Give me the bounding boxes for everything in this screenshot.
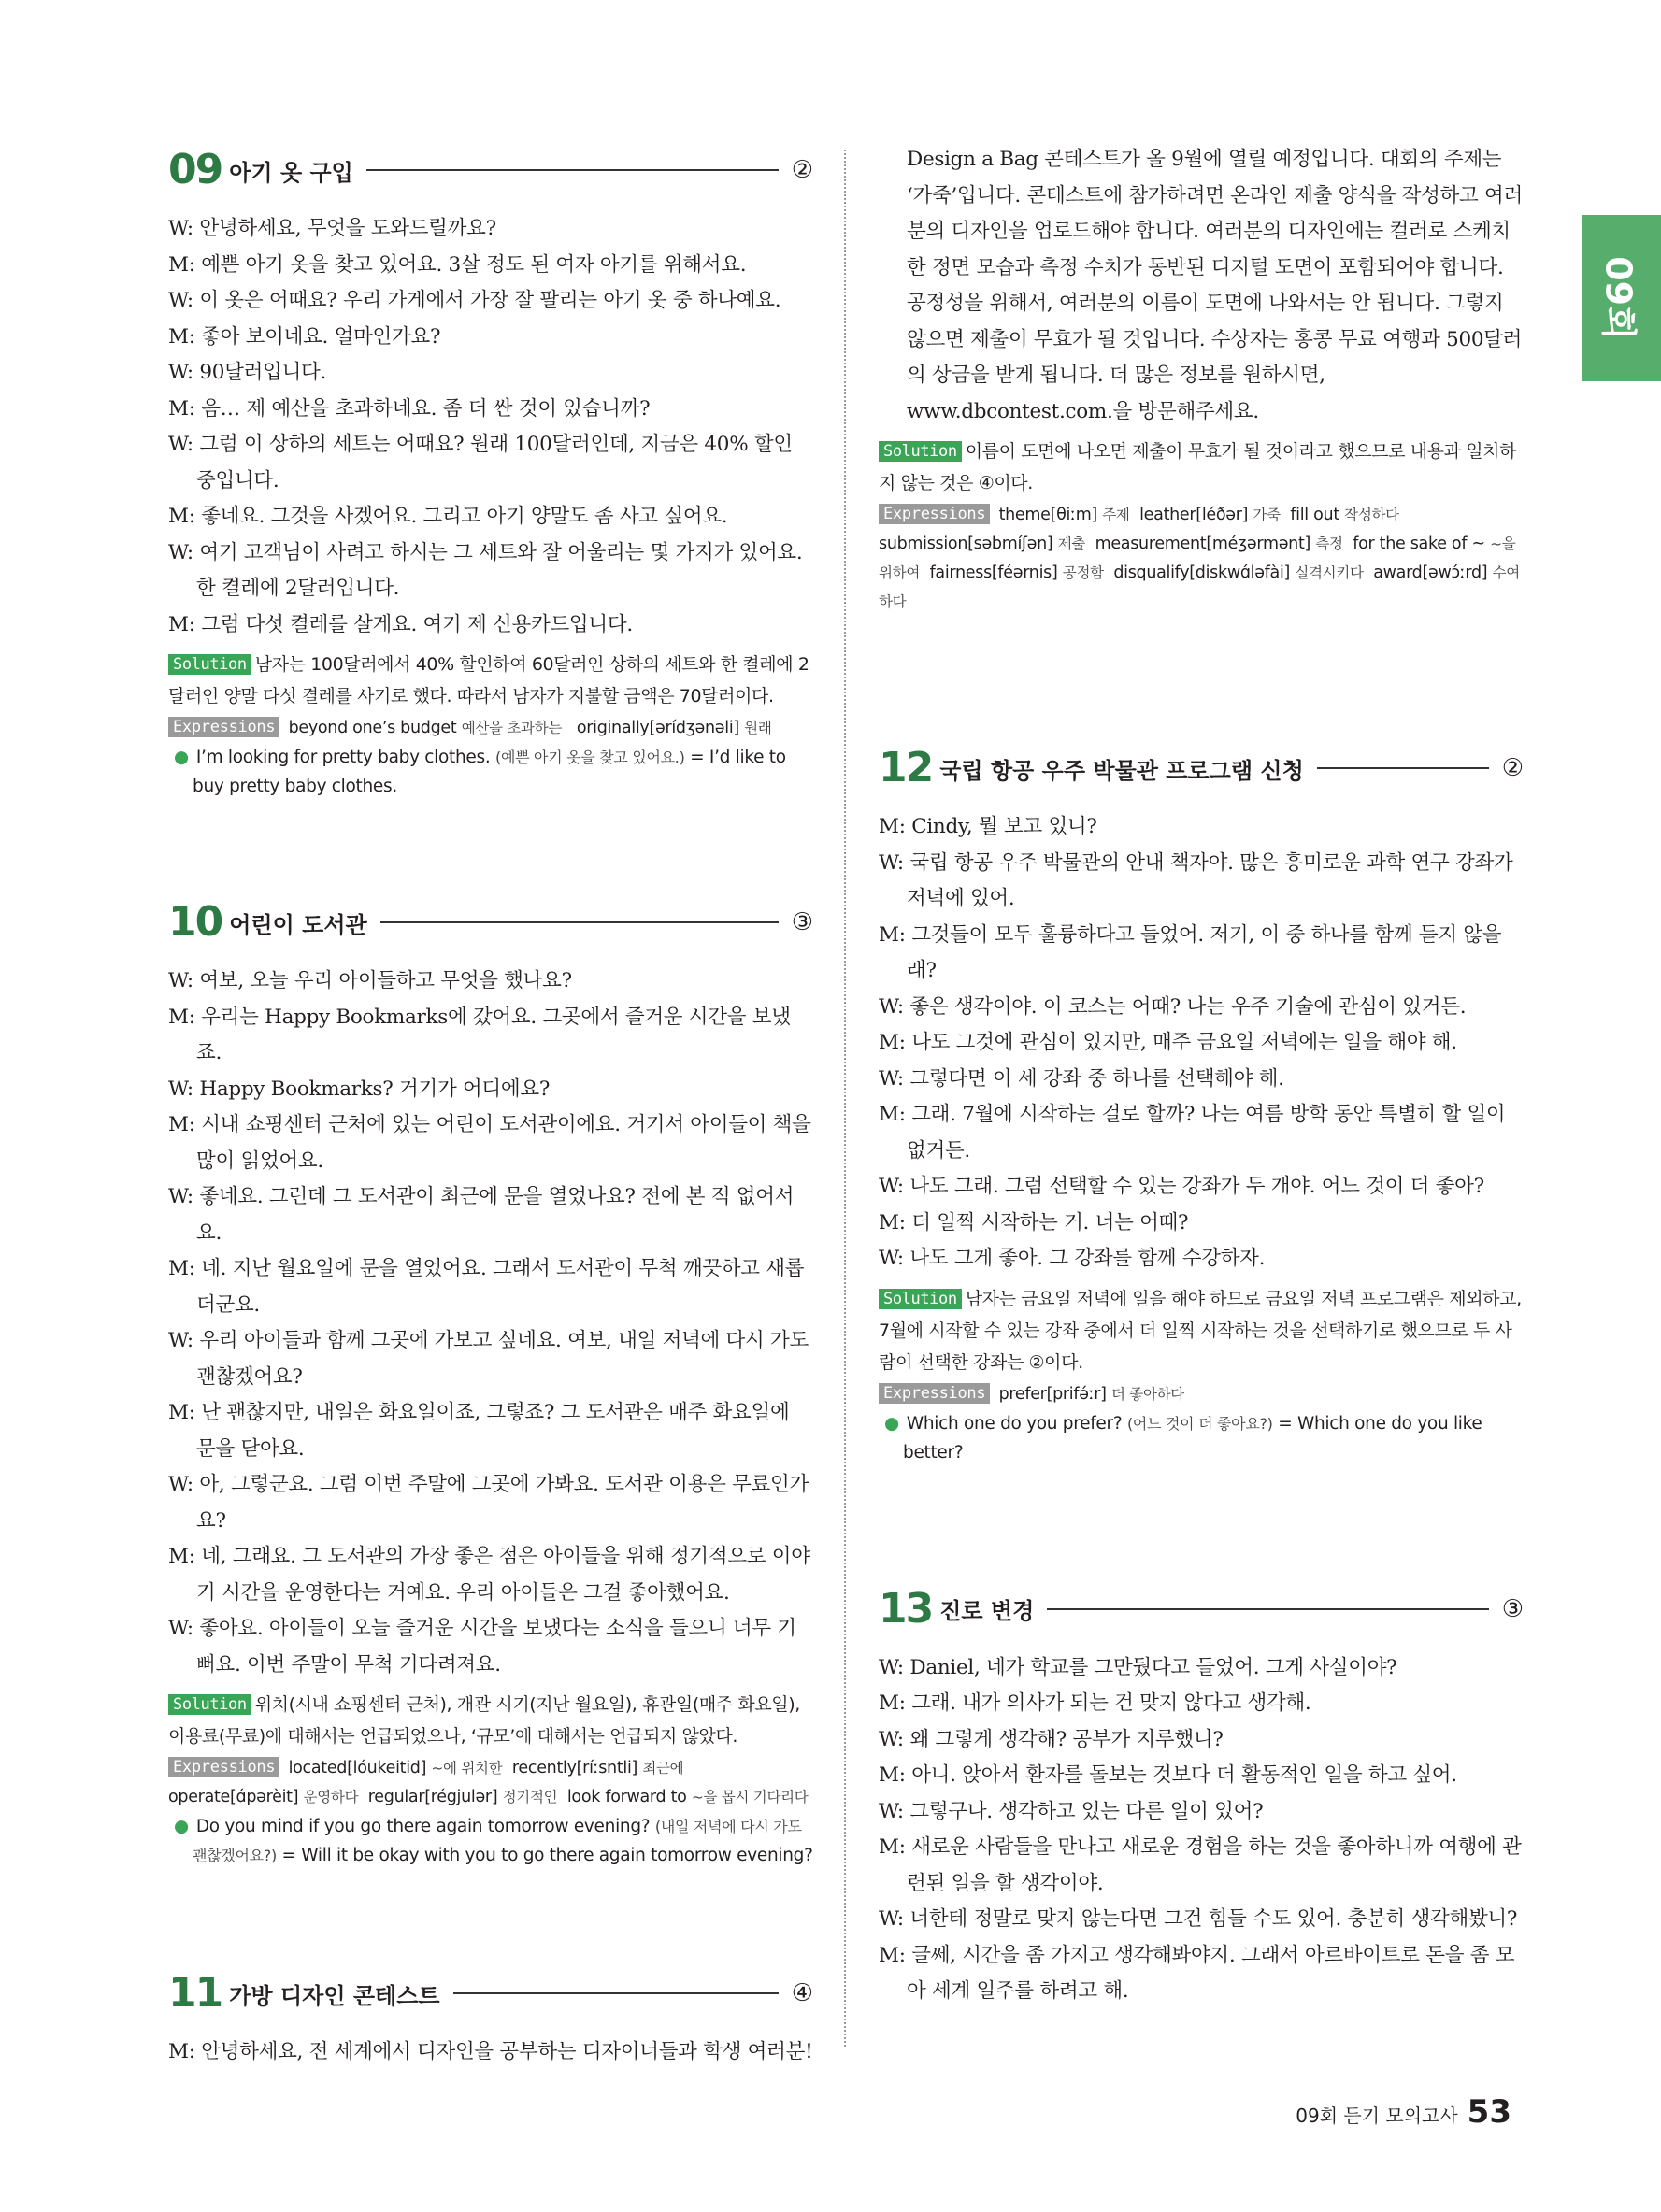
expression-term: measurement[méʒərmənt]: [1095, 535, 1311, 553]
dialogue-line: M: 그럼 다섯 켤레를 살게요. 여기 제 신용카드입니다.: [168, 612, 633, 636]
dialogue-line: W: 그렇다면 이 세 강좌 중 하나를 선택해야 해.: [879, 1066, 1284, 1091]
left-column: [168, 140, 813, 2071]
answer-mark: ②: [791, 156, 813, 184]
dialogue-line: M: 좋아 보이네요. 얼마인가요?: [168, 324, 441, 349]
solution-tag: Solution: [168, 1694, 251, 1715]
expression-meaning: ~에 위치한: [431, 1760, 503, 1777]
dialogue-line: M: 나도 그것에 관심이 있지만, 매주 금요일 저녁에는 일을 해야 해.: [879, 1031, 1457, 1054]
dialogue-line: W: 나도 그래. 그럼 선택할 수 있는 강좌가 두 개야. 어느 것이 더 좋아?: [879, 1175, 1484, 1198]
section-title: 진로 변경: [939, 1598, 1035, 1624]
header-rule: [1047, 1608, 1488, 1610]
dialogue-line: W: 국립 항공 우주 박물관의 안내 책자야. 많은 흥미로운 과학 연구 강좌가 저녁에 있어.: [879, 850, 1513, 910]
solution: [168, 1689, 813, 1752]
expression-term: award[əwɔ́ːrd]: [1373, 564, 1488, 582]
answer-mark: ③: [791, 908, 813, 936]
example-translation: (예쁜 아기 옷을 찾고 있어요.): [495, 749, 685, 766]
expressions-tag: Expressions: [879, 504, 990, 524]
dialogue-line: M: 그래. 내가 의사가 되는 건 맞지 않다고 생각해.: [879, 1691, 1311, 1715]
expression-meaning: 실격시키다: [1295, 564, 1364, 581]
section-10: [168, 892, 813, 1870]
dialogue-line: M: 글쎄, 시간을 좀 가지고 생각해봐야지. 그래서 아르바이트로 돈을 좀 모아 세계 일주를 하려고 해.: [879, 1943, 1515, 2003]
dialogue-line: W: 우리 아이들과 함께 그곳에 가보고 싶네요. 여보, 내일 저녁에 다시 가도 괜찮겠어요?: [168, 1329, 809, 1389]
example-sentence: Which one do you prefer?: [906, 1413, 1123, 1434]
solution-text: 이름이 도면에 나오면 제출이 무효가 될 것이라고 했으므로 내용과 일치하지 않는 것은 ④이다.: [879, 441, 1517, 493]
expression-meaning: 가죽: [1253, 507, 1281, 523]
expression-term: submission[səbmíʃən]: [879, 535, 1053, 553]
bullet-dot-icon: ●: [174, 1817, 189, 1836]
solution-tag: Solution: [879, 1289, 962, 1309]
dialogue-line: M: 그것들이 모두 훌륭하다고 들었어. 저기, 이 중 하나를 함께 듣지 않을래?: [879, 922, 1502, 982]
dialogue-line: W: 이 옷은 어때요? 우리 가게에서 가장 잘 팔리는 아기 옷 중 하나예요.: [168, 289, 781, 312]
expression-meaning: 정기적인: [502, 1789, 558, 1805]
dialogue-line: M: 아니. 앉아서 환자를 돌보는 것보다 더 활동적인 일을 하고 싶어.: [879, 1763, 1457, 1787]
header-rule: [366, 169, 779, 171]
dialogue-line: M: 음… 제 예산을 초과하네요. 좀 더 싼 것이 있습니까?: [168, 396, 651, 421]
expressions: [879, 501, 1524, 617]
section-11-continued: [879, 142, 1524, 617]
expressions-tag: Expressions: [168, 717, 279, 737]
dialogue-line: W: 왜 그렇게 생각해? 공부가 지루했니?: [879, 1727, 1224, 1751]
section-11: [168, 1963, 813, 2071]
example-sentence: I’m looking for pretty baby clothes.: [195, 748, 491, 767]
expressions: [168, 1754, 813, 1812]
dialogue-line: W: 좋아요. 아이들이 오늘 즐거운 시간을 보냈다는 소식을 들으니 너무 기뻐요. 이번 주말이 무척 기다려져요.: [168, 1617, 796, 1677]
footer-label: 09회 듣기 모의고사: [1296, 2105, 1458, 2127]
dialogue-line: M: 네. 지난 월요일에 문을 열었어요. 그래서 도서관이 무척 깨끗하고 새롭더군요.: [168, 1257, 805, 1317]
expression-meaning: 측정: [1315, 535, 1343, 552]
solution-text: 남자는 100달러에서 40% 할인하여 60달러인 상하의 세트와 한 켤레에 2달러인 양말 다섯 켤레를 사기로 했다. 따라서 남자가 지불할 금액은 70달러이다.: [168, 654, 809, 706]
dialogue-line: M: 좋네요. 그것을 사겠어요. 그리고 아기 양말도 좀 사고 싶어요.: [168, 505, 728, 528]
dialogue-line: M: Cindy, 뭘 보고 있니?: [879, 815, 1097, 838]
expression-meaning: ~을 위하여: [879, 535, 1516, 581]
solution: [168, 649, 813, 712]
answer-mark: ②: [1501, 754, 1524, 782]
solution-tag: Solution: [879, 441, 962, 462]
section-number: 12: [879, 744, 933, 792]
example-translation: (어느 것이 더 좋아요?): [1126, 1414, 1273, 1433]
solution-text: 남자는 금요일 저녁에 일을 해야 하므로 금요일 저녁 프로그램은 제외하고, 7월에 시작할 수 있는 강좌 중에서 더 일찍 시작하는 것을 선택하기로 했으므로 두 사람이 선택한 강좌는 ②이다.: [879, 1288, 1522, 1373]
bullet-dot-icon: ●: [174, 748, 189, 767]
monologue-text: Design a Bag 콘테스트가 올 9월에 열릴 예정입니다. 대회의 주제는 ‘가죽’입니다. 콘테스트에 참가하려면 온라인 제출 양식을 작성하고 여러분의 디자인을 업로드해야 합니다. 여러분의 디자인에는 컬러로 스케치한 정면 모습과 측정 수치가 동반된 디지털 도면이 포함되어야 합니다. 공정성을 위해서, 여러분의 이름이 도면에 나와서는 안 됩니다. 그렇지 않으면 제출이 무효가 될 것입니다. 수상자는 홍콩 무료 여행과 500달러의 상금을 받게 됩니다. 더 많은 정보를 원하시면, www.dbcontest.com.을 방문해주세요.: [907, 148, 1523, 423]
section-header: [168, 892, 813, 952]
side-tab: [1582, 215, 1661, 381]
section-title: 가방 디자인 콘테스트: [229, 1982, 440, 2009]
example-paraphrase: = Which one do you like better?: [903, 1413, 1482, 1463]
expression-term: prefer[prifə́ːr]: [998, 1384, 1107, 1404]
section-title: 어린이 도서관: [229, 911, 367, 938]
expression-term: recently[ríːsntli]: [511, 1759, 638, 1777]
solution-text: 위치(시내 쇼핑센터 근처), 개관 시기(지난 월요일), 휴관일(매주 화요일), 이용료(무료)에 대해서는 언급되었으나, ‘규모’에 대해서는 언급되지 않았다.: [168, 1694, 800, 1747]
dialogue-line: W: 아, 그렇군요. 그럼 이번 주말에 그곳에 가봐요. 도서관 이용은 무료인가요?: [168, 1473, 809, 1533]
answer-mark: ③: [1501, 1594, 1524, 1623]
expression-term: originally[ərídʒənəli]: [576, 719, 739, 737]
expressions: [168, 714, 813, 743]
expression-term: look forward to: [566, 1788, 687, 1806]
solution: [879, 435, 1524, 499]
page-number: 53: [1467, 2093, 1511, 2131]
expression-meaning: 수여하다: [879, 564, 1520, 610]
dialogue-line: W: Happy Bookmarks? 거기가 어디에요?: [168, 1077, 551, 1101]
example-sentence: Do you mind if you go there again tomorrow evening?: [195, 1817, 651, 1836]
dialogue-line: W: 그럼 이 상하의 세트는 어때요? 원래 100달러인데, 지금은 40% 할인 중입니다.: [168, 433, 793, 492]
dialogue-line: W: 나도 그게 좋아. 그 강좌를 함께 수강하자.: [879, 1247, 1266, 1270]
expression-term: fill out: [1290, 506, 1339, 524]
dialogue-line: W: 너한테 정말로 맞지 않는다면 그건 힘들 수도 있어. 충분히 생각해봤니?: [879, 1907, 1518, 1931]
bullet-dot-icon: ●: [884, 1413, 899, 1434]
expression-meaning: 더 좋아하다: [1110, 1385, 1184, 1403]
expression-term: theme[θiːm]: [998, 506, 1097, 524]
dialogue-line: W: 여보, 오늘 우리 아이들하고 무엇을 했나요?: [168, 969, 572, 992]
expression-term: leather[léðər]: [1139, 506, 1249, 524]
section-number: 13: [879, 1584, 933, 1633]
example-paraphrase: = I’d like to buy pretty baby clothes.: [193, 748, 786, 796]
expression-term: disqualify[diskwɑ́ləfài]: [1113, 564, 1291, 582]
section-header: [168, 140, 813, 200]
expression-term: operate[ɑ́pərèit]: [168, 1788, 299, 1806]
dialogue-line: M: 우리는 Happy Bookmarks에 갔어요. 그곳에서 즐거운 시간을 보냈죠.: [168, 1005, 791, 1064]
right-column: [879, 142, 1524, 2010]
dialogue-line: W: 안녕하세요, 무엇을 도와드릴까요?: [168, 217, 496, 240]
section-header: [168, 1963, 813, 2023]
section-number: 09: [168, 146, 222, 193]
dialogue-line: M: 그래. 7월에 시작하는 걸로 할까? 나는 여름 방학 동안 특별히 할 일이 없거든.: [879, 1103, 1506, 1163]
section-title: 아기 옷 구입: [229, 159, 353, 186]
dialogue-line: M: 난 괜찮지만, 내일은 화요일이죠, 그렇죠? 그 도서관은 매주 화요일에 문을 닫아요.: [168, 1401, 790, 1461]
dialogue-line: M: 더 일찍 시작하는 거. 너는 어때?: [879, 1210, 1189, 1234]
header-rule: [453, 1992, 779, 1994]
expression-meaning: 작성하다: [1344, 507, 1399, 523]
expression-meaning: 최근에: [642, 1760, 684, 1777]
section-header: [879, 738, 1524, 798]
expression-term: regular[régjulər]: [367, 1788, 498, 1806]
dialogue-line: W: 좋네요. 그런데 그 도서관이 최근에 문을 열었나요? 전에 본 적 없어서요.: [168, 1185, 795, 1245]
header-rule: [1317, 767, 1489, 769]
example-paraphrase: = Will it be okay with you to go there again tomorrow evening?: [281, 1846, 813, 1865]
example-translation: (내일 저녁에 다시 가도 괜찮겠어요?): [193, 1818, 802, 1864]
example-bullet: [168, 743, 813, 801]
expression-term: fairness[féərnis]: [929, 564, 1058, 582]
expression-meaning: 운영하다: [303, 1789, 359, 1805]
dialogue-line: M: 예쁜 아기 옷을 찾고 있어요. 3살 정도 된 여자 아기를 위해서요.: [168, 252, 747, 277]
expression-meaning: 예산을 초과하는: [461, 720, 563, 736]
dialogue-line: M: 새로운 사람들을 만나고 새로운 경험을 하는 것을 좋아하니까 여행에 관련된 일을 할 생각이야.: [879, 1835, 1522, 1895]
section-09: [168, 140, 813, 801]
expression-term: located[lóukeitid]: [288, 1759, 427, 1777]
example-bullet: [879, 1409, 1524, 1467]
dialogue-line: W: 여기 고객님이 사려고 하시는 그 세트와 잘 어울리는 몇 가지가 있어요. 한 켤레에 2달러입니다.: [168, 540, 803, 600]
solution-tag: Solution: [168, 654, 251, 675]
solution: [879, 1283, 1524, 1378]
expression-term: beyond one’s budget: [288, 719, 457, 737]
expression-meaning: 원래: [744, 720, 772, 736]
expression-meaning: 제출: [1057, 535, 1086, 552]
section-13: [879, 1579, 1524, 2010]
dialogue-line: M: 안녕하세요, 전 세계에서 디자인을 공부하는 디자이너들과 학생 여러분!: [168, 2040, 813, 2063]
dialogue-line: W: Daniel, 네가 학교를 그만뒀다고 들었어. 그게 사실이야?: [879, 1655, 1397, 1679]
dialogue-line: W: 좋은 생각이야. 이 코스는 어때? 나는 우주 기술에 관심이 있거든.: [879, 994, 1467, 1019]
dialogue-line: M: 네, 그래요. 그 도서관의 가장 좋은 점은 아이들을 위해 정기적으로 이야기 시간을 운영한다는 거예요. 우리 아이들은 그걸 좋아했어요.: [168, 1545, 810, 1605]
dialogue-line: M: 시내 쇼핑센터 근처에 있는 어린이 도서관이에요. 거기서 아이들이 책을 많이 읽었어요.: [168, 1113, 811, 1173]
dialogue-line: W: 90달러입니다.: [168, 361, 327, 384]
section-12: [879, 738, 1524, 1467]
side-tab-label: 09회: [1597, 256, 1640, 340]
expression-term: for the sake of ~: [1353, 535, 1485, 553]
section-title: 국립 항공 우주 박물관 프로그램 신청: [939, 757, 1304, 784]
section-number: 10: [168, 898, 222, 946]
answer-mark: ④: [791, 1979, 813, 2007]
expression-meaning: ~을 몹시 기다리다: [691, 1789, 809, 1805]
page-footer: [1296, 2093, 1511, 2131]
dialogue-line: W: 그렇구나. 생각하고 있는 다른 일이 있어?: [879, 1799, 1264, 1823]
example-bullet: [168, 1812, 813, 1870]
section-number: 11: [168, 1969, 222, 2017]
header-rule: [380, 921, 779, 923]
expression-meaning: 공정함: [1062, 564, 1104, 581]
expressions: [879, 1380, 1524, 1409]
expressions-tag: Expressions: [879, 1383, 990, 1404]
section-header: [879, 1579, 1524, 1639]
expressions-tag: Expressions: [168, 1757, 279, 1777]
column-divider: [844, 150, 846, 2047]
expression-meaning: 주제: [1102, 507, 1130, 523]
